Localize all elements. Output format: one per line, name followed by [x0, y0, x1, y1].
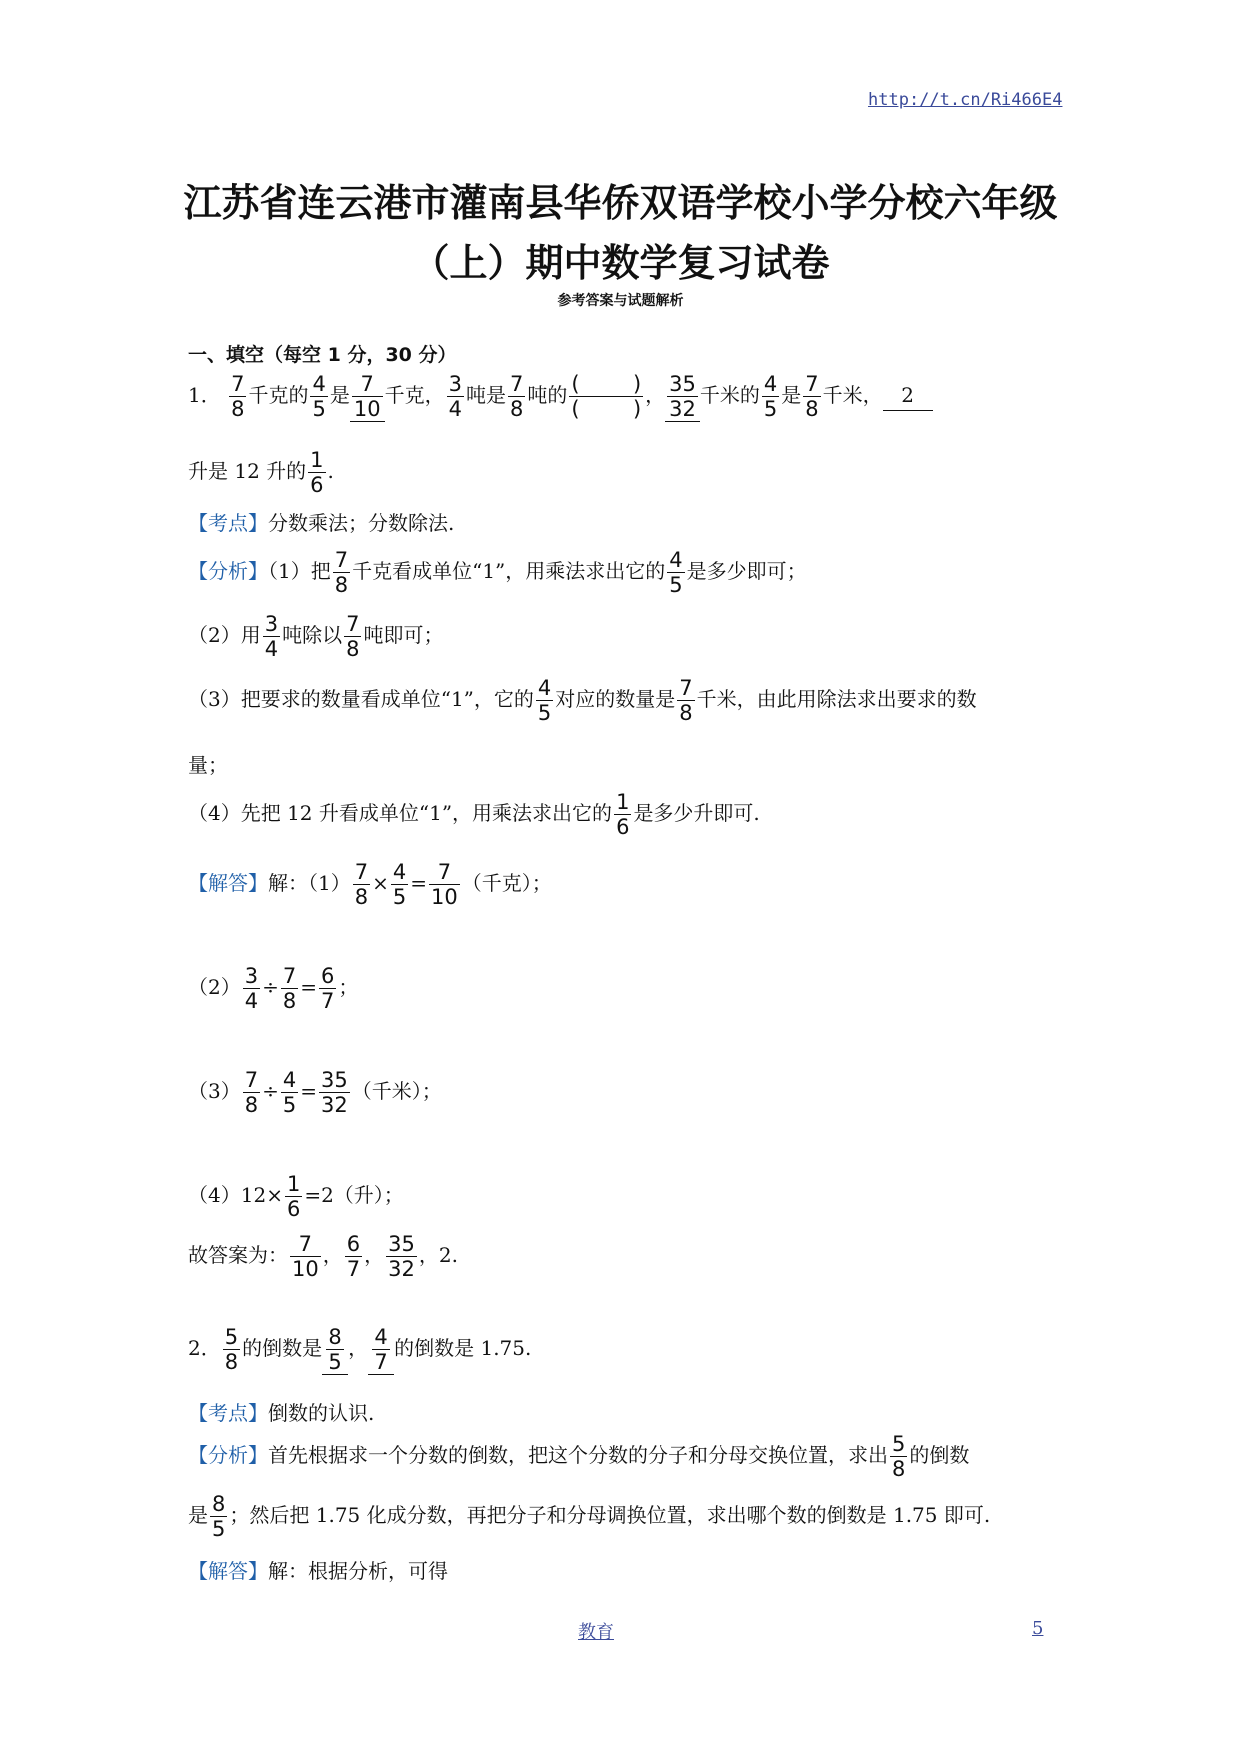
header-url-link[interactable]: http://t.cn/Ri466E4	[868, 90, 1063, 110]
answer-blank: $\frac{4}{7}$	[368, 1325, 394, 1375]
fraction: $\frac{7}{8}$	[805, 372, 819, 421]
q1-question-line1: 1． $\frac{7}{8}$ 千克的 $\frac{4}{5}$ 是 $\frac{7}{10}$ 千克， $\frac{3}{4}$ 吨是 $\frac{7}{8}$ 吨的 $\frac{( )}{( )}$ ， $\frac{35}{32}$ 千米的 $\frac{4}{5}$ 是 $\frac{7}{8}$ 千米， 2	[188, 372, 933, 422]
fraction: $\frac{4}{5}$	[669, 548, 683, 597]
q1-fenxi-2: （2）用 $\frac{3}{4}$ 吨除以 $\frac{7}{8}$ 吨即可；	[188, 612, 444, 661]
answer-blank: $\frac{8}{5}$	[322, 1325, 348, 1375]
fraction: $\frac{3}{4}$	[448, 372, 462, 421]
fraction: $\frac{8}{5}$	[212, 1492, 226, 1541]
fraction: $\frac{7}{10}$	[292, 1232, 319, 1281]
q1-fenxi-3: （3）把要求的数量看成单位“1”，它的 $\frac{4}{5}$ 对应的数量是 $\frac{7}{8}$ 千米，由此用除法求出要求的数	[188, 676, 977, 725]
q1-question-line2: 升是 12 升的 $\frac{1}{6}$ .	[188, 448, 334, 497]
kaodian-tag: 【考点】	[188, 511, 268, 535]
fenxi-tag: 【分析】	[188, 1443, 268, 1467]
fraction: $\frac{7}{10}$	[431, 860, 458, 909]
q2-fenxi-1: 【分析】首先根据求一个分数的倒数，把这个分数的分子和分母交换位置，求出 $\frac{5}{8}$ 的倒数	[188, 1432, 970, 1481]
fraction: $\frac{7}{8}$	[509, 372, 524, 421]
fraction: $\frac{7}{8}$	[334, 548, 349, 597]
document-subtitle: 参考答案与试题解析	[557, 293, 684, 309]
fraction: $\frac{4}{5}$	[763, 372, 778, 421]
q1-jieda-3: （3） $\frac{7}{8}$ ÷ $\frac{4}{5}$ = $\frac{35}{32}$ （千米）；	[188, 1068, 442, 1117]
fraction: $\frac{4}{5}$	[537, 676, 552, 725]
fraction: $\frac{7}{8}$	[679, 676, 693, 725]
q1-fenxi-1: 【分析】（1）把 $\frac{7}{8}$ 千克看成单位“1”，用乘法求出它的 $\frac{4}{5}$ 是多少即可；	[188, 548, 807, 597]
answer-blank: $\frac{35}{32}$	[665, 372, 700, 422]
fraction: $\frac{3}{4}$	[244, 964, 259, 1013]
fraction: $\frac{1}{6}$	[286, 1172, 301, 1221]
q2-fenxi-2: 是 $\frac{8}{5}$ ；然后把 1.75 化成分数，再把分子和分母调换位置，求出哪个数的倒数是 1.75 即可.	[188, 1492, 991, 1541]
fraction: $\frac{7}{8}$	[354, 860, 369, 909]
fraction: $\frac{6}{7}$	[346, 1232, 361, 1281]
answer-blank: $\frac{7}{10}$	[350, 372, 385, 422]
fraction: $\frac{7}{8}$	[231, 372, 245, 421]
fraction: $\frac{5}{8}$	[224, 1325, 239, 1374]
q1-answer-summary: 故答案为： $\frac{7}{10}$ ， $\frac{6}{7}$ ， $\frac{35}{32}$ ，2.	[188, 1232, 458, 1281]
fraction: $\frac{4}{5}$	[282, 1068, 297, 1117]
q1-jieda-2: （2） $\frac{3}{4}$ ÷ $\frac{7}{8}$ = $\frac{6}{7}$ ；	[188, 964, 359, 1013]
footer-link[interactable]: 教育	[578, 1622, 614, 1643]
fraction: $\frac{35}{32}$	[388, 1232, 415, 1281]
fraction: $\frac{6}{7}$	[321, 964, 335, 1013]
fraction: $\frac{4}{5}$	[392, 860, 407, 909]
q2-jieda: 【解答】解：根据分析，可得	[188, 1559, 448, 1583]
fraction: $\frac{7}{8}$	[346, 612, 360, 661]
fraction: $\frac{1}{6}$	[616, 790, 630, 839]
jieda-tag: 【解答】	[188, 871, 268, 895]
q1-fenxi-4: （4）先把 12 升看成单位“1”，用乘法求出它的 $\frac{1}{6}$ 是多少升即可.	[188, 790, 760, 839]
fraction: $\frac{3}{4}$	[264, 612, 279, 661]
fenxi-tag: 【分析】	[188, 559, 268, 583]
kaodian-tag: 【考点】	[188, 1401, 268, 1425]
empty-fraction-blank: $\frac{( )}{( )}$	[571, 372, 642, 421]
q1-number: 1．	[188, 383, 221, 407]
answer-blank: 2	[883, 380, 933, 411]
q1-fenxi-3-cont: 量；	[188, 753, 228, 777]
fraction: $\frac{1}{6}$	[310, 448, 324, 497]
fraction: $\frac{7}{8}$	[282, 964, 297, 1013]
page-number: 5	[1032, 1618, 1044, 1639]
fraction: $\frac{35}{32}$	[321, 1068, 348, 1117]
fraction: $\frac{7}{8}$	[244, 1068, 259, 1117]
document-title-line1: 江苏省连云港市灌南县华侨双语学校小学分校六年级	[183, 181, 1058, 225]
document-title-line2: （上）期中数学复习试卷	[411, 241, 830, 285]
q1-kaodian: 【考点】分数乘法；分数除法.	[188, 511, 455, 535]
q1-jieda-1: 【解答】解：（1） $\frac{7}{8}$ × $\frac{4}{5}$ = $\frac{7}{10}$ （千克）；	[188, 860, 552, 909]
section-heading: 一、填空（每空 1 分，30 分）	[188, 344, 457, 366]
jieda-tag: 【解答】	[188, 1559, 268, 1583]
q2-kaodian: 【考点】倒数的认识.	[188, 1401, 375, 1425]
fraction: $\frac{5}{8}$	[892, 1432, 906, 1481]
q1-jieda-4: （4）12× $\frac{1}{6}$ =2（升）；	[188, 1172, 404, 1221]
fraction: $\frac{4}{5}$	[312, 372, 326, 421]
q2-question: 2． $\frac{5}{8}$ 的倒数是 $\frac{8}{5}$ ， $\frac{4}{7}$ 的倒数是 1.75.	[188, 1325, 532, 1374]
